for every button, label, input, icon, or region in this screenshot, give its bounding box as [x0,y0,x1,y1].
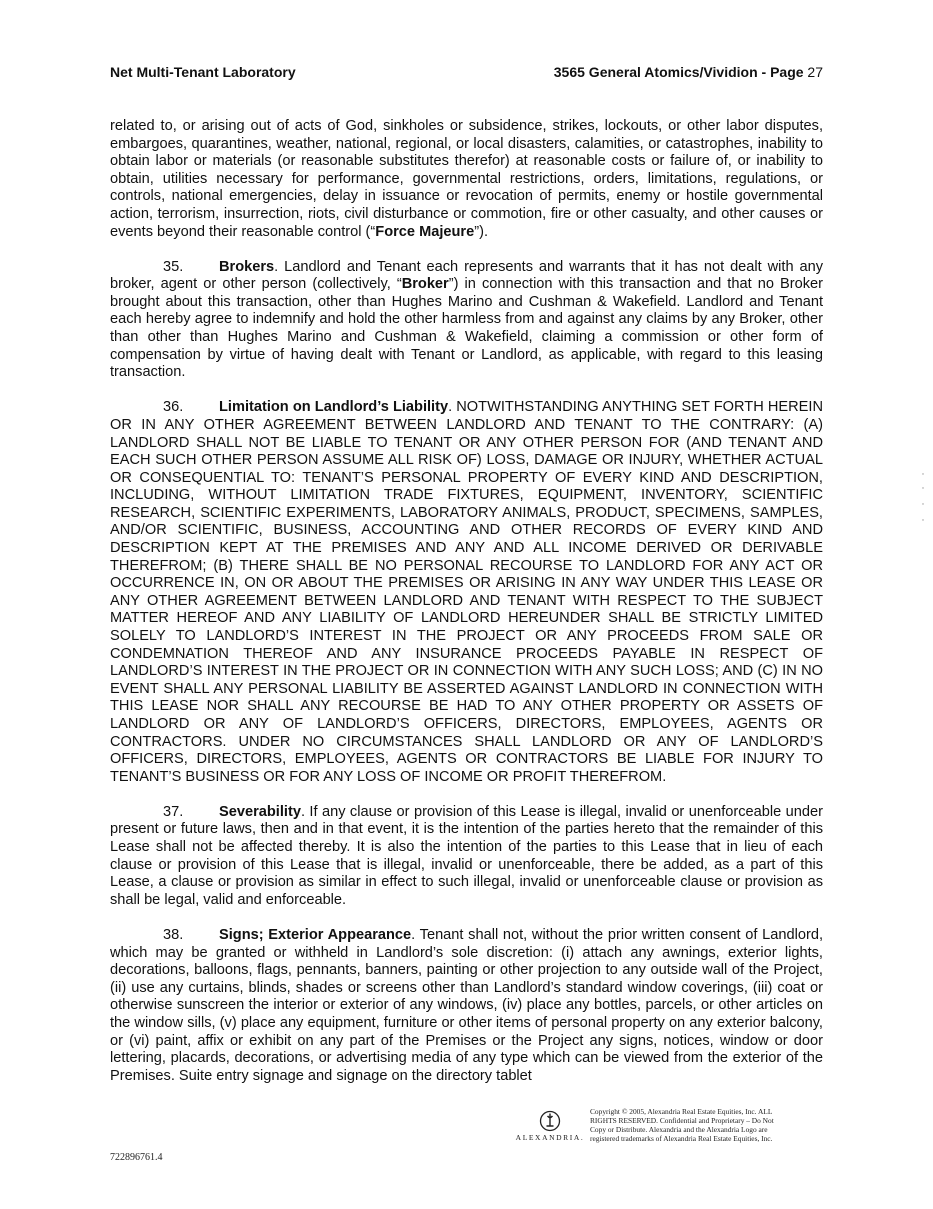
section-text-a: . Landlord and Tenant each represents and warrants that it has not dealt with any broker, agent or other person (collectively, “ [110,258,823,293]
alexandria-logo-icon [539,1110,561,1132]
document-number: 722896761.4 [110,1152,163,1163]
margin-scan-marks [920,468,926,528]
copyright-line: RIGHTS RESERVED. Confidential and Proprietary – Do Not [590,1116,774,1125]
section-text: . Tenant shall not, without the prior written consent of Landlord, which may be granted or withheld in Landlord’s sole discretion: (i) attach any awnings, exterior lights, decorations, balloons, flags, pennants, banners, painting or other projection to any outside wall of the Project, (ii) use any curtains, blinds, shades or screens other than Landlord’s standard window coverings, (iii) coat or otherwise sunscreen the interior or exterior of any windows, (iv) place any bottles, parcels, or other articles on the window sills, (v) place any equipment, furniture or other items of personal property on any exterior balcony, or (vi) paint, affix or exhibit on any part of the Premises or the Project any signs, notices, window or door lettering, placards, decorations, or advertising media of any type which can be viewed from the exterior of the Premises. Suite entry signage and signage on the directory tablet [110,926,823,1084]
defined-term-broker: Broker [401,276,449,293]
section-text: . NOTWITHSTANDING ANYTHING SET FORTH HEREIN OR IN ANY OTHER AGREEMENT BETWEEN LANDLORD AND TENANT TO THE CONTRARY: (A) LANDLORD SHALL NOT BE LIABLE TO TENANT OR ANY OTHER PERSON FOR (AND TENANT AND EACH SUCH OTHER PERSON ASSUME ALL RISK OF) LOSS, DAMAGE OR INJURY, WHETHER ACTUAL OR CONSEQUENTIAL TO: TENANT’S PERSONAL PROPERTY OF EVERY KIND AND DESCRIPTION, INCLUDING, WITHOUT LIMITATION TRADE FIXTURES, EQUIPMENT, INVENTORY, SCIENTIFIC RESEARCH, SCIENTIFIC EXPERIMENTS, LABORATORY ANIMALS, PRODUCT, SPECIMENS, SAMPLES, AND/OR SCIENTIFIC, BUSINESS, ACCOUNTING AND OTHER RECORDS OF EVERY KIND AND DESCRIPTION KEPT AT THE PREMISES AND ANY AND ALL INCOME DERIVED OR DERIVABLE THEREFROM; (B) THERE SHALL BE NO PERSONAL RECOURSE TO LANDLORD FOR ANY ACT OR OCCURRENCE IN, ON OR ABOUT THE PREMISES OR ARISING IN ANY WAY UNDER THIS LEASE OR ANY OTHER AGREEMENT BETWEEN LANDLORD AND TENANT WITH RESPECT TO THE SUBJECT MATTER HEREOF AND ANY LIABILITY OF LANDLORD HEREUNDER SHALL BE STRICTLY LIMITED SOLELY TO LANDLORD’S INTEREST IN THE PROJECT OR ANY PROCEEDS FROM SALE OR CONDEMNATION THEREOF AND ANY INSURANCE PROCEEDS PAYABLE IN RESPECT OF LANDLORD’S INTEREST IN THE PROJECT OR IN CONNECTION WITH ANY SUCH LOSS; AND (C) IN NO EVENT SHALL ANY PERSONAL LIABILITY BE ASSERTED AGAINST LANDLORD IN CONNECTION WITH THIS LEASE NOR SHALL ANY RECOURSE BE HAD TO ANY OTHER PROPERTY OR ASSETS OF LANDLORD OR ANY OF LANDLORD’S OFFICERS, DIRECTORS, EMPLOYEES, AGENTS OR CONTRACTORS. UNDER NO CIRCUMSTANCES SHALL LANDLORD OR ANY OF LANDLORD’S OFFICERS, DIRECTORS, EMPLOYEES, AGENTS OR CONTRACTORS BE LIABLE FOR INJURY TO TENANT’S BUSINESS OR FOR ANY LOSS OF INCOME OR PROFIT THEREFROM. [110,399,823,785]
section-36-limitation-liability [110,399,823,786]
paragraph-text-end: ”). [474,223,489,240]
section-heading: Severability [219,803,301,820]
section-37-severability [110,804,823,910]
document-body [110,118,823,1103]
copyright-notice [590,1107,820,1143]
page-number: 27 [807,64,823,80]
section-number: 36. [163,399,184,416]
section-text-b: ”) in connection with this transaction and that no Broker brought about this transaction, other than Hughes Marino and Cushman & Wakefield. Landlord and Tenant each hereby agree to indemnify and hold the other harmless from and against any claims by any Broker, other than other than Hughes Marino and Cushman & Wakefield, claiming a commission or other form of compensation by virtue of having dealt with Tenant or Landlord, as applicable, with regard to this leasing transaction. [110,276,823,381]
section-number: 38. [163,926,184,943]
section-38-signs [110,927,823,1085]
copyright-line: registered trademarks of Alexandria Real Estate Equities, Inc. [590,1134,773,1143]
section-35-brokers [110,259,823,382]
logo-wordmark: ALEXANDRIA. [515,1133,585,1142]
copyright-line: Copy or Distribute. Alexandria and the Alexandria Logo are [590,1125,768,1134]
section-heading: Signs; Exterior Appearance [219,926,412,943]
section-heading: Brokers [219,258,275,275]
header-right-title [554,64,823,80]
header-right-text: 3565 General Atomics/Vividion - Page [553,64,804,80]
header-left-title: Net Multi-Tenant Laboratory [110,64,296,80]
section-number: 35. [163,258,184,275]
alexandria-logo [512,1110,588,1142]
section-heading: Limitation on Landlord’s Liability [219,399,449,416]
copyright-line: Copyright © 2005, Alexandria Real Estate Equities, Inc. ALL [590,1107,773,1116]
section-text: . If any clause or provision of this Lease is illegal, invalid or unenforceable under present or future laws, then and in that event, it is the intention of the parties hereto that the remainder of this Lease shall not be affected thereby. It is also the intention of the parties to this Lease that in lieu of each clause or provision of this Lease that is illegal, invalid or unenforceable, there be added, as a part of this Lease, a clause or provision as similar in effect to such illegal, invalid or unenforceable clause or provision as shall be legal, valid and enforceable. [110,803,823,908]
paragraph-force-majeure-continued [110,118,823,241]
section-number: 37. [163,803,184,820]
paragraph-text: related to, or arising out of acts of God, sinkholes or subsidence, strikes, lockouts, or other labor disputes, embargoes, quarantines, weather, national, regional, or local disasters, calamities, or catastrophes, inability to obtain labor or materials (or reasonable substitutes therefor) at reasonable costs or failure of, or inability to obtain, utilities necessary for performance, governmental restrictions, orders, limitations, regulations, or controls, national emergencies, delay in issuance or revocation of permits, enemy or hostile governmental action, terrorism, insurrection, riots, civil disturbance or commotion, fire or other casualty, and other causes or events beyond their reasonable control (“ [110,118,823,240]
defined-term-force-majeure: Force Majeure [375,223,475,240]
